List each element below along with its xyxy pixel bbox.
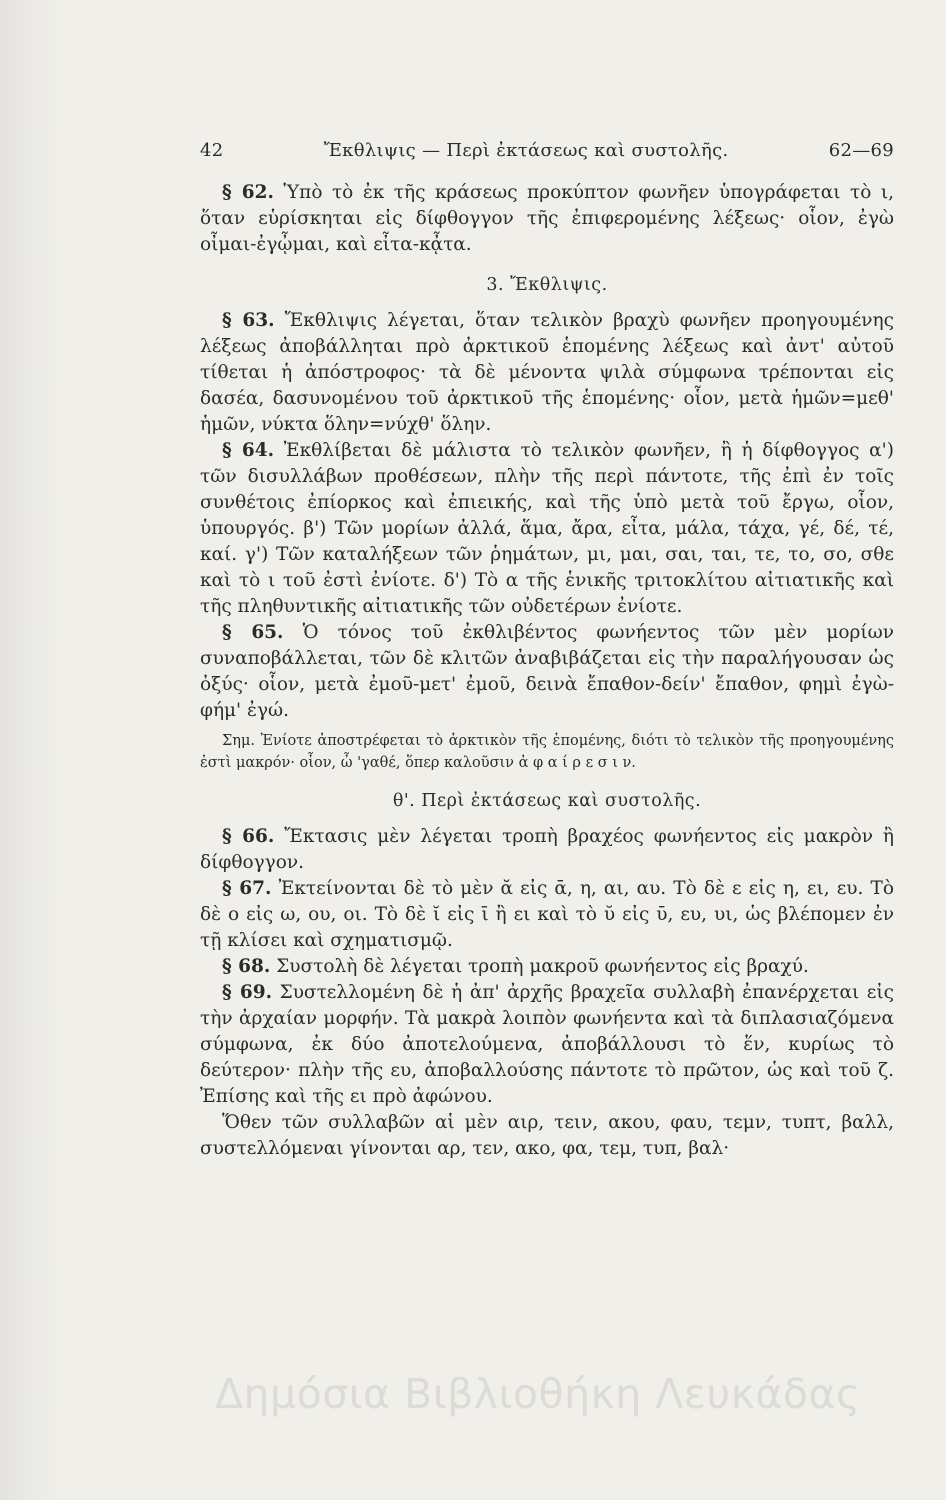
page-edge-shadow [0, 0, 60, 1500]
section-number: § 67. [222, 878, 272, 899]
paragraph-64 [200, 438, 894, 620]
page-body [200, 180, 894, 1162]
paragraph-text: Ἐκθλίβεται δὲ μάλιστα τὸ τελικὸν φωνῆεν, ἢ ἡ δίφθογγος α') τῶν δισυλλάβων προθέσεων, πλὴν τῆς περὶ πάντοτε, τῆς ἐπὶ ἐν τοῖς συνθέτοις ἐπίορκος καὶ ἐπιεικής, καὶ τῆς ὑπὸ μετὰ τοῦ ἔργω, οἷον, ὑπουργός. β') Τῶν μορίων ἀλλά, ἅμα, ἄρα, εἶτα, μάλα, τάχα, γέ, δέ, τέ, καί. γ') Τῶν καταλήξεων τῶν ῥημάτων, μι, μαι, σαι, ται, τε, το, σο, σθε καὶ τὸ ι τοῦ ἐστὶ ἐνίοτε. δ') Τὸ α τῆς ἑνικῆς τριτοκλίτου αἰτιατικῆς καὶ τῆς πληθυντικῆς αἰτιατικῆς τῶν οὐδετέρων ἐνίοτε. [200, 440, 894, 617]
paragraph-62 [200, 180, 894, 258]
paragraph-67 [200, 876, 894, 954]
section-number: § 64. [222, 440, 275, 461]
library-watermark: Δημόσια Βιβλιοθήκη Λευκάδας [215, 1370, 861, 1418]
section-number: § 63. [222, 310, 275, 331]
paragraph-text: Συστολὴ δὲ λέγεται τροπὴ μακροῦ φωνήεντος εἰς βραχύ. [276, 956, 809, 977]
paragraph-text: Ἔκθλιψις λέγεται, ὅταν τελικὸν βραχὺ φωνῆεν προηγουμένης λέξεως ἀποβάλληται πρὸ ἀρκτικοῦ ἑπομένης λέξεως καὶ ἀντ' αὐτοῦ τίθεται ἡ ἀπόστροφος· τὰ δὲ μένοντα ψιλὰ σύμφωνα τρέπονται εἰς δασέα, δασυνομένου τοῦ ἀρκτικοῦ τῆς ἑπομένης· οἷον, μετὰ ἡμῶν=μεθ' ἡμῶν, νύκτα ὅλην=νύχθ' ὅλην. [200, 310, 894, 435]
section-number: § 66. [222, 826, 275, 847]
section-number: § 62. [222, 182, 274, 203]
paragraph-68 [200, 954, 894, 980]
paragraph-text: Ἔκτασις μὲν λέγεται τροπὴ βραχέος φωνήεντος εἰς μακρὸν ἢ δίφθογγον. [200, 826, 894, 873]
page-number: 42 [200, 140, 224, 161]
paragraph-text: Ὅθεν τῶν συλλαβῶν αἱ μὲν αιρ, τειν, ακου, φαυ, τεμν, τυπτ, βαλλ, συστελλόμεναι γίνονται αρ, τεν, ακο, φα, τεμ, τυπ, βαλ· [200, 1112, 894, 1159]
paragraph-65 [200, 620, 894, 724]
paragraph-69 [200, 980, 894, 1110]
running-header [200, 140, 894, 161]
paragraph-continuation [200, 1110, 894, 1162]
section-range: 62—69 [828, 140, 894, 161]
header-title: Ἔκθλιψις — Περὶ ἐκτάσεως καὶ συστολῆς. [323, 140, 729, 161]
paragraph-text: Ἐκτείνονται δὲ τὸ μὲν ᾰ εἰς ᾱ, η, αι, αυ. Τὸ δὲ ε εἰς η, ει, ευ. Τὸ δὲ ο εἰς ω, ου, οι. Τὸ δὲ ῐ εἰς ῑ ἢ ει καὶ τὸ ῠ εἰς ῡ, ευ, υι, ὡς βλέπομεν ἐν τῇ κλίσει καὶ σχηματισμῷ. [200, 878, 894, 951]
subheading-ekthlipsis: 3. Ἔκθλιψις. [486, 275, 608, 295]
paragraph-63 [200, 308, 894, 438]
paragraph-66 [200, 824, 894, 876]
subheading-ektasis: θ'. Περὶ ἐκτάσεως καὶ συστολῆς. [392, 791, 702, 811]
paragraph-text: Ὑπὸ τὸ ἐκ τῆς κράσεως προκύπτον φωνῆεν ὑπογράφεται τὸ ι, ὅταν εὑρίσκηται εἰς δίφθογγον τῆς ἐπιφερομένης λέξεως· οἷον, ἐγὼ οἶμαι-ἐγᾦμαι, καὶ εἶτα-κᾆτα. [200, 182, 894, 255]
paragraph-text: Ὁ τόνος τοῦ ἐκθλιβέντος φωνήεντος τῶν μὲν μορίων συναποβάλλεται, τῶν δὲ κλιτῶν ἀναβιβάζεται εἰς τὴν παραλήγουσαν ὡς ὀξύς· οἷον, μετὰ ἐμοῦ-μετ' ἐμοῦ, δεινὰ ἔπαθον-δείν' ἔπαθον, φημὶ ἐγὼ-φήμ' ἐγώ. [200, 622, 894, 721]
paragraph-text: Συστελλομένη δὲ ἡ ἀπ' ἀρχῆς βραχεῖα συλλαβὴ ἐπανέρχεται εἰς τὴν ἀρχαίαν μορφήν. Τὰ μακρὰ λοιπὸν φωνήεντα καὶ τὰ διπλασιαζόμενα σύμφωνα, ἐκ δύο ἀποτελούμενα, ἀποβάλλουσι τὸ ἕν, κυρίως τὸ δεύτερον· πλὴν τῆς ευ, ἀποβαλλούσης πάντοτε τὸ πρῶτον, ὡς καὶ τοῦ ζ. Ἐπίσης καὶ τῆς ει πρὸ ἀφώνου. [200, 982, 894, 1107]
footnote-remark: Σημ. Ἐνίοτε ἀποστρέφεται τὸ ἀρκτικὸν τῆς ἑπομένης, διότι τὸ τελικὸν τῆς προηγουμένης ἐστὶ μακρόν· οἷον, ὦ 'γαθέ, ὅπερ καλοῦσιν ἀ φ α ί ρ ε σ ι ν. [200, 733, 894, 771]
section-number: § 65. [222, 622, 284, 643]
section-number: § 69. [222, 982, 273, 1003]
section-number: § 68. [222, 956, 271, 977]
